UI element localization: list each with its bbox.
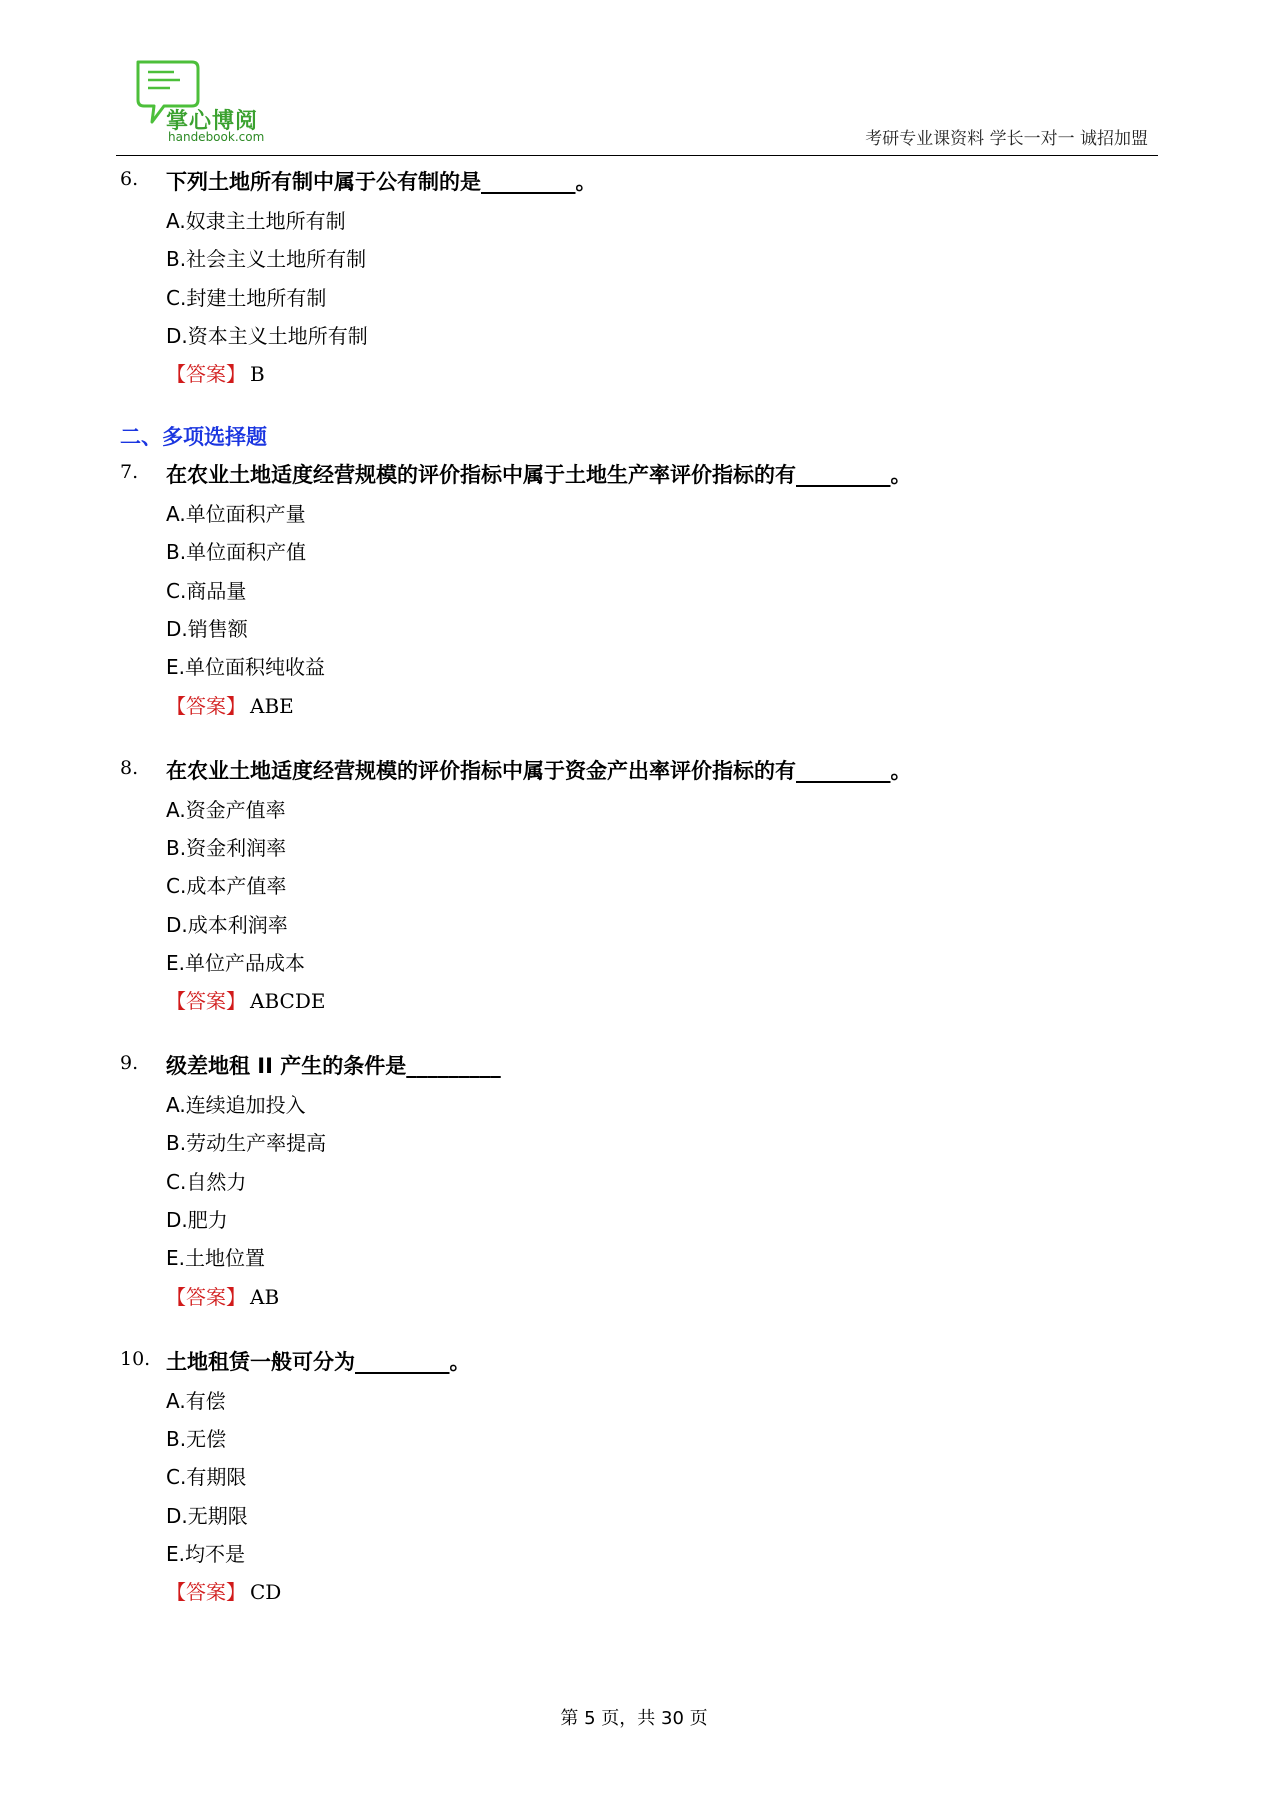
option-d: D.资本主义土地所有制	[166, 323, 368, 348]
option-c: C.自然力	[166, 1169, 247, 1194]
header-tagline: 考研专业课资料 学长一对一 诚招加盟	[865, 129, 1148, 149]
question-header	[0, 753, 1268, 791]
option-a: A.奴隶主土地所有制	[166, 209, 346, 233]
answer-value: CD	[250, 1580, 282, 1605]
question-number: 8.	[120, 756, 139, 779]
question-text: 级差地租 II 产生的条件是_________	[166, 1054, 501, 1079]
option-e: E.单位产品成本	[166, 950, 305, 975]
option-b: B.社会主义土地所有制	[166, 247, 367, 272]
question-block	[0, 753, 1268, 1020]
answer-tag: 【答案】	[166, 1284, 246, 1309]
answer-value: ABCDE	[250, 989, 326, 1014]
header-divider	[116, 155, 1158, 156]
answer-line	[166, 982, 1268, 1020]
question-header	[0, 1048, 1268, 1086]
answer-value: ABE	[250, 693, 294, 718]
question-list	[0, 164, 1268, 1611]
question-text: 在农业土地适度经营规模的评价指标中属于资金产出率评价指标的有_________。	[166, 758, 912, 783]
question-number: 6.	[120, 168, 139, 190]
option-a: A.单位面积产量	[166, 502, 306, 527]
question-number: 7.	[120, 461, 139, 484]
answer-line	[166, 687, 1268, 725]
answer-line	[166, 355, 1268, 393]
question-block	[0, 1344, 1268, 1611]
question-text: 在农业土地适度经营规模的评价指标中属于土地生产率评价指标的有_________。	[166, 463, 912, 488]
section-title: 二、多项选择题	[120, 425, 267, 450]
answer-line	[166, 1278, 1268, 1316]
option-d: D.无期限	[166, 1503, 248, 1528]
option-c: C.商品量	[166, 578, 247, 603]
option-b: B.资金利润率	[166, 835, 287, 860]
logo-domain: handebook.com	[168, 130, 265, 144]
answer-value: AB	[250, 1284, 280, 1309]
option-b: B.单位面积产值	[166, 540, 307, 565]
handebook-logo	[134, 60, 294, 156]
question-header	[0, 457, 1268, 495]
option-e: E.均不是	[166, 1541, 245, 1566]
option-e: E.土地位置	[166, 1246, 265, 1271]
question-number: 9.	[120, 1052, 139, 1075]
question-block	[0, 457, 1268, 724]
option-c: C.封建土地所有制	[166, 285, 327, 310]
option-d: D.销售额	[166, 617, 248, 642]
option-c: C.有期限	[166, 1465, 247, 1490]
answer-tag: 【答案】	[166, 1580, 246, 1605]
option-a: A.资金产值率	[166, 797, 286, 822]
answer-tag: 【答案】	[166, 693, 246, 718]
answer-line	[166, 1573, 1268, 1611]
answer-value: B	[250, 362, 265, 387]
question-block	[0, 1048, 1268, 1315]
option-b: B.劳动生产率提高	[166, 1131, 327, 1156]
option-a: A.连续追加投入	[166, 1093, 306, 1118]
answer-tag: 【答案】	[166, 362, 246, 387]
question-block	[0, 164, 1268, 393]
question-header	[0, 1344, 1268, 1382]
option-d: D.成本利润率	[166, 912, 288, 937]
page-number: 第 5 页，共 30 页	[560, 1708, 708, 1729]
option-c: C.成本产值率	[166, 874, 287, 899]
option-b: B.无偿	[166, 1426, 227, 1451]
logo-text: 掌心博阅	[166, 109, 259, 134]
question-number: 10.	[120, 1347, 151, 1370]
question-text: 下列土地所有制中属于公有制的是_________。	[166, 170, 597, 194]
question-header	[0, 164, 1268, 202]
answer-tag: 【答案】	[166, 989, 246, 1014]
option-a: A.有偿	[166, 1388, 226, 1413]
option-d: D.肥力	[166, 1208, 228, 1233]
question-text: 土地租赁一般可分为_________。	[166, 1349, 471, 1374]
option-e: E.单位面积纯收益	[166, 655, 325, 680]
